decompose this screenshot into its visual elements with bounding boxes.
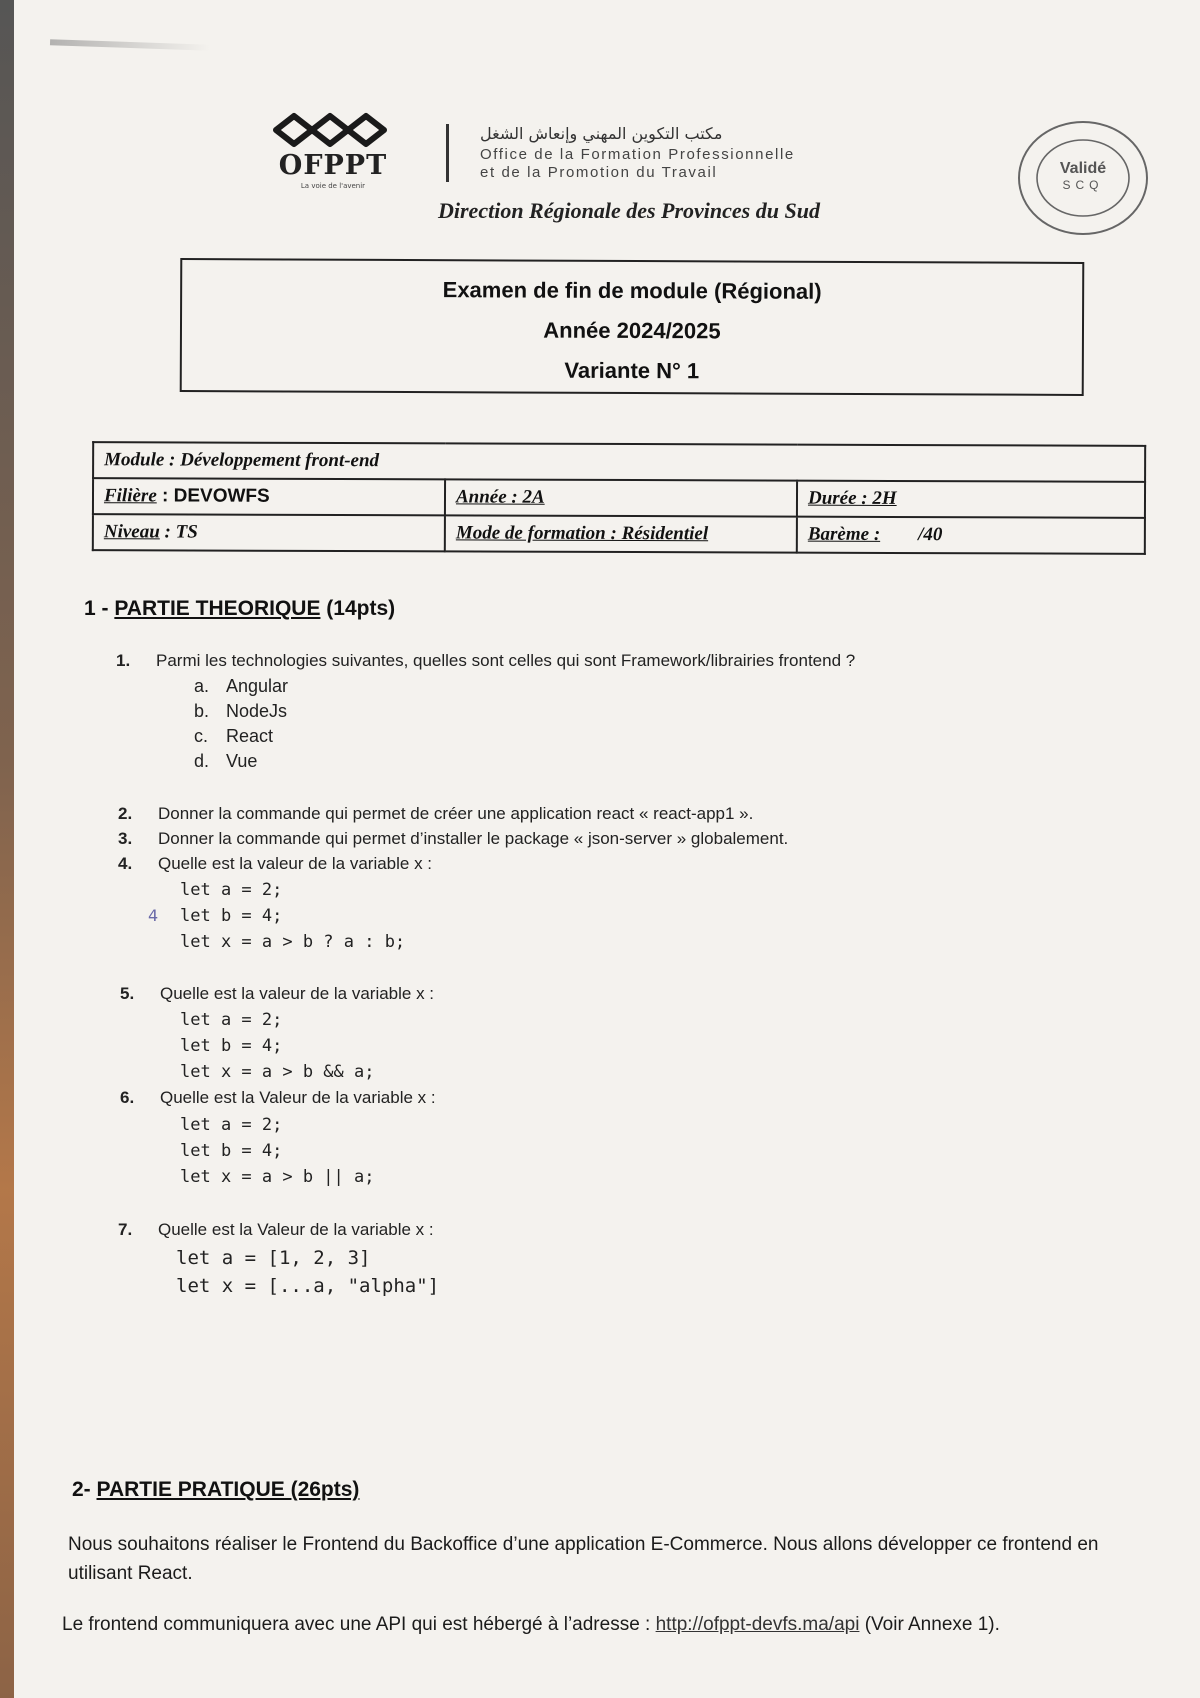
filiere-value: : DEVOWFS [156, 485, 270, 507]
code-line: let a = [1, 2, 3] [176, 1247, 371, 1269]
option-label: React [226, 726, 274, 746]
question-3 [118, 829, 1158, 849]
validation-stamp [1014, 118, 1152, 238]
ofppt-logo [268, 112, 398, 192]
option-b [194, 701, 287, 722]
code-line: let b = 4; [180, 906, 283, 926]
question-number: 2. [118, 804, 133, 823]
option-label: Angular [226, 676, 289, 696]
duree-value: Durée : 2H [807, 487, 897, 509]
regional-direction: Direction Régionale des Provinces du Sud [438, 198, 820, 223]
exam-title: Examen de fin de module (Régional) [442, 277, 822, 304]
question-1 [116, 651, 1156, 671]
code-block-5 [180, 1007, 374, 1085]
ofppt-logo-icon [272, 112, 392, 148]
question-4 [118, 854, 1158, 874]
scan-edge-shadow [0, 0, 14, 1698]
option-c [194, 726, 273, 747]
module-label: Module : Développement front-end [104, 449, 380, 472]
org-name-line2: et de la Promotion du Travail [480, 164, 718, 181]
part2-heading [72, 1478, 359, 1502]
organization-name [480, 124, 900, 182]
duree-cell [797, 481, 1145, 518]
stamp-scq: SCQ [1062, 178, 1104, 192]
api-link[interactable]: http://ofppt-devfs.ma/api [655, 1614, 860, 1635]
code-block-7 [176, 1244, 439, 1300]
part1-points: (14pts) [320, 597, 396, 620]
exam-year: Année 2024/2025 [543, 317, 721, 344]
code-line: let x = [...a, "alpha"] [176, 1275, 440, 1297]
part1-number: 1 - [84, 597, 115, 620]
option-letter: d. [194, 751, 210, 771]
filiere-label: Filière [103, 485, 157, 507]
annee-cell [445, 479, 797, 516]
bareme-cell [797, 517, 1145, 554]
question-text: Quelle est la valeur de la variable x : [160, 984, 435, 1003]
code-line: let b = 4; [180, 1036, 283, 1056]
code-line: let b = 4; [180, 1141, 283, 1161]
table-row [93, 514, 1145, 554]
question-number: 3. [118, 829, 133, 848]
question-number: 5. [120, 984, 135, 1003]
code-block-6 [180, 1112, 374, 1190]
part2-number: 2- [72, 1478, 97, 1501]
option-letter: b. [194, 701, 210, 721]
question-text: Donner la commande qui permet d’installer le package « json-server » globalement. [158, 829, 789, 848]
question-number: 1. [116, 651, 131, 670]
mode-cell [445, 515, 797, 552]
part2-api [62, 1610, 1172, 1639]
scan-smudge [50, 39, 210, 51]
question-text: Quelle est la Valeur de la variable x : [158, 1220, 434, 1239]
option-a [194, 676, 288, 697]
org-name-line1: Office de la Formation Professionnelle [480, 146, 795, 163]
module-cell [93, 442, 1145, 482]
question-6 [120, 1088, 1160, 1108]
stamp-validated: Validé [1059, 160, 1107, 177]
niveau-label: Niveau [103, 521, 160, 543]
table-row [93, 442, 1145, 482]
part2-title: PARTIE PRATIQUE (26pts) [96, 1478, 360, 1501]
code-line: let a = 2; [180, 880, 283, 900]
exam-variant: Variante N° 1 [564, 357, 700, 384]
code-line: let a = 2; [180, 1115, 283, 1135]
option-d [194, 751, 257, 772]
handwritten-answer: 4 [148, 906, 159, 925]
question-text: Donner la commande qui permet de créer une application react « react-app1 ». [158, 804, 754, 823]
exam-info-table [92, 441, 1146, 555]
question-text: Parmi les technologies suivantes, quelles sont celles qui sont Framework/librairies frontend ? [156, 651, 856, 670]
code-line: let x = a > b ? a : b; [180, 932, 406, 952]
code-block-4 [180, 877, 405, 955]
api-text-after: (Voir Annexe 1). [859, 1614, 1000, 1635]
code-line: let x = a > b && a; [180, 1062, 375, 1082]
niveau-value: : TS [159, 521, 198, 543]
annee-value: Année : 2A [455, 486, 545, 508]
filiere-cell [93, 478, 445, 515]
option-letter: a. [194, 676, 210, 696]
part1-title: PARTIE THEORIQUE [114, 597, 321, 620]
question-5 [120, 984, 1160, 1004]
part1-heading [84, 597, 395, 621]
bareme-label: Barème : [807, 523, 881, 545]
question-number: 4. [118, 854, 133, 873]
question-number: 6. [120, 1088, 135, 1107]
option-label: Vue [226, 751, 258, 771]
niveau-cell [93, 514, 445, 551]
question-2 [118, 804, 1158, 824]
code-line: let a = 2; [180, 1010, 283, 1030]
question-text: Quelle est la valeur de la variable x : [158, 854, 433, 873]
org-name-arabic: مكتب التكوين المهني وإنعاش الشغل [480, 124, 723, 143]
logo-text: OFPPT [278, 150, 388, 181]
header-divider [446, 124, 449, 182]
bareme-value: /40 [918, 524, 943, 546]
mode-value: Mode de formation : Résidentiel [455, 522, 709, 545]
api-text-before: Le frontend communiquera avec une API qui est hébergé à l’adresse : [62, 1614, 656, 1635]
code-line: let x = a > b || a; [180, 1167, 375, 1187]
table-row [93, 478, 1145, 518]
option-label: NodeJs [226, 701, 288, 721]
exam-title-box [180, 258, 1085, 396]
question-7 [118, 1220, 1158, 1240]
option-letter: c. [194, 726, 209, 746]
logo-tagline: La voie de l'avenir [300, 182, 366, 190]
question-text: Quelle est la Valeur de la variable x : [160, 1088, 436, 1107]
question-number: 7. [118, 1220, 133, 1239]
part2-intro: Nous souhaitons réaliser le Frontend du Backoffice d’une application E-Commerce. Nous allons développer ce frontend en utilisant React. [68, 1534, 1099, 1584]
